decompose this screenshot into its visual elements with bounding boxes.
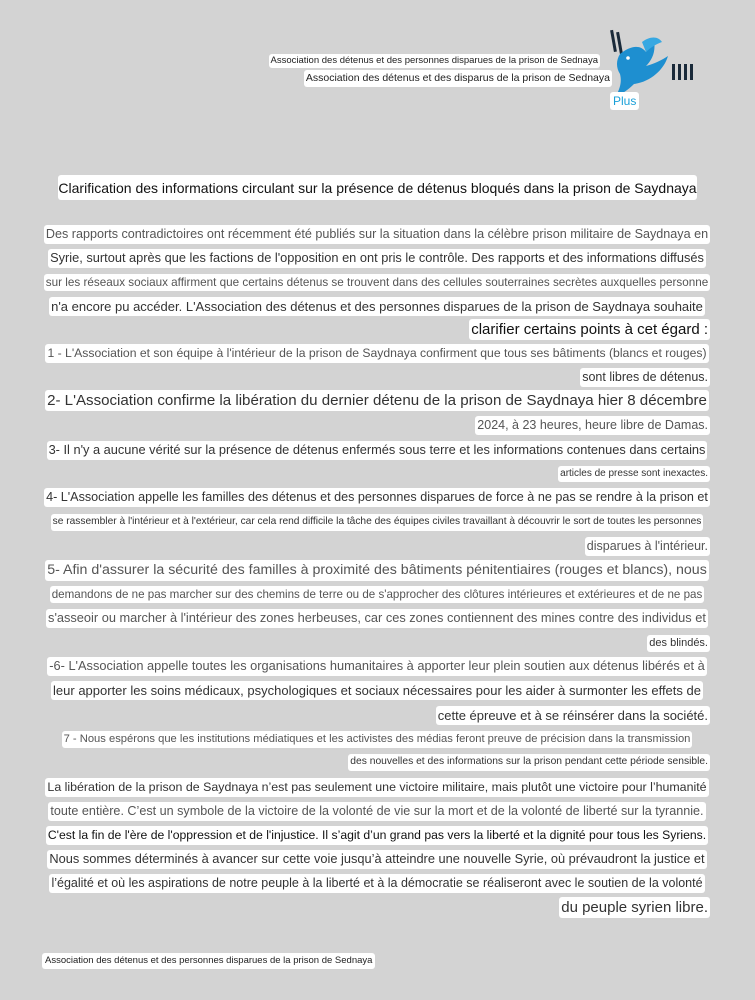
body-line: 4- L'Association appelle les familles des détenus et des personnes disparues de force à ne pas se rendre à la prison et (44, 488, 710, 507)
body-line: leur apporter les soins médicaux, psychologiques et sociaux nécessaires pour les aider à surmonter les effets de (53, 683, 701, 698)
body-line: cette épreuve et à se réinsérer dans la société. (437, 708, 708, 723)
plus-link[interactable]: Plus (610, 92, 639, 110)
body-line: Syrie, surtout après que les factions de l'opposition en ont pris le contrôle. Des rapports et des informations diffusés (48, 249, 706, 268)
body-line: clarifier certains points à cet égard : (471, 321, 708, 338)
body-line: n'a encore pu accéder. L'Association des détenus et des personnes disparues de la prison de Saydnaya souhaite (51, 299, 703, 314)
page-title: Clarification des informations circulant sur la présence de détenus bloqués dans la prison de Saydnaya (58, 175, 697, 200)
body-line: s'asseoir ou marcher à l'intérieur des zones herbeuses, car ces zones contiennent des mines contre des individus et (46, 609, 708, 628)
body-line: 5- Afin d'assurer la sécurité des familles à proximité des bâtiments pénitentiaires (rouges et blancs), nous (45, 560, 709, 580)
body-line: disparues à l'intérieur. (585, 537, 710, 556)
body-line: des nouvelles et des informations sur la prison pendant cette période sensible. (348, 754, 710, 770)
body-line: 3- Il n'y a aucune vérité sur la présence de détenus enfermés sous terre et les informations contenues dans certains (47, 441, 708, 460)
header-org-line: Association des détenus et des disparus de la prison de Sednaya (304, 70, 612, 87)
footer-org-name: Association des détenus et des personnes disparues de la prison de Sednaya (42, 953, 375, 969)
body-line: toute entière. C’est un symbole de la victoire de la volonté de vie sur la mort et de la volonté de liberté sur la tyrannie. (48, 802, 705, 821)
body-line: sont libres de détenus. (580, 368, 710, 387)
body-line: se rassembler à l'intérieur et à l'extérieur, car cela rend difficile la tâche des équipes civiles travaillant à découvrir le sort de toutes les personnes (51, 514, 704, 530)
body-line: des blindés. (647, 635, 710, 652)
header-org-line-small: Association des détenus et des personnes disparues de la prison de Sednaya (270, 55, 598, 66)
body-line: Des rapports contradictoires ont récemment été publiés sur la situation dans la célèbre prison militaire de Saydnaya en (44, 225, 710, 244)
body-line: La libération de la prison de Saydnaya n’est pas seulement une victoire militaire, mais plutôt une victoire pour l’humanité (45, 778, 708, 796)
body-line: 2- L'Association confirme la libération du dernier détenu de la prison de Saydnaya hier 8 décembre (45, 390, 709, 411)
body-line: -6- L'Association appelle toutes les organisations humanitaires à apporter leur plein soutien aux détenus libérés et à (47, 657, 706, 676)
body-line: du peuple syrien libre. (561, 899, 708, 916)
body-line: 7 - Nous espérons que les institutions médiatiques et les activistes des médias feront preuve de précision dans la transmission (62, 731, 693, 748)
body-line: C'est la fin de l'ère de l'oppression et de l'injustice. Il s’agit d’un grand pas vers la liberté et la dignité pour tous les Syriens. (46, 826, 708, 844)
body-line: demandons de ne pas marcher sur des chemins de terre ou de s'approcher des clôtures intérieures et extérieures et de ne pas (50, 586, 705, 604)
body-line: l’égalité et où les aspirations de notre peuple à la liberté et à la démocratie se réaliseront avec le soutien de la volonté (49, 874, 704, 893)
body-line: 2024, à 23 heures, heure libre de Damas. (475, 416, 710, 435)
body-line: articles de presse sont inexactes. (558, 466, 710, 482)
body-line: 1 - L'Association et son équipe à l'intérieur de la prison de Saydnaya confirment que tous ses bâtiments (blancs et rouges) (45, 344, 708, 362)
body-line: Nous sommes déterminés à avancer sur cette voie jusqu’à atteindre une nouvelle Syrie, où prévaudront la justice et (47, 850, 706, 869)
body-line: sur les réseaux sociaux affirment que certains détenus se trouvent dans des cellules souterraines secrètes auxquelles personne (44, 274, 710, 292)
